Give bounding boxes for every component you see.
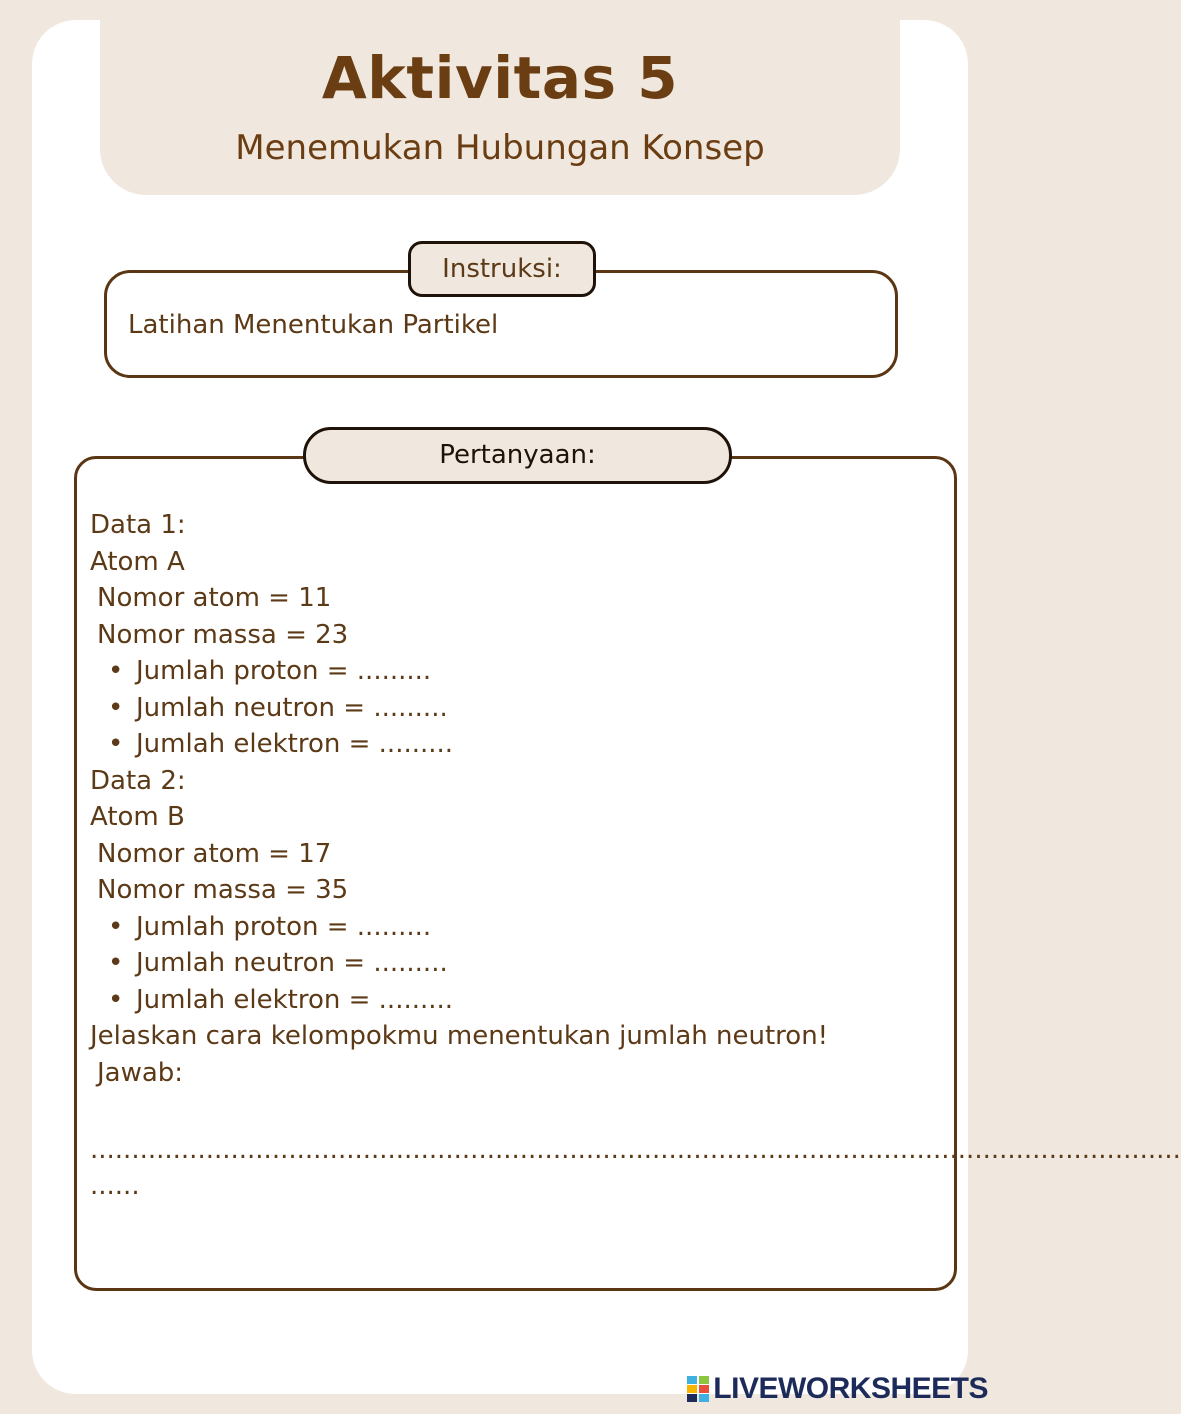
atom-a-neutron[interactable]: Jumlah neutron = .........: [136, 692, 448, 723]
list-item: [90, 945, 930, 982]
bullet-icon: •: [108, 656, 124, 686]
atom-a-proton[interactable]: Jumlah proton = .........: [136, 656, 432, 686]
answer-label: Jawab:: [97, 1057, 184, 1088]
atom-b-mass: Nomor massa = 35: [97, 875, 349, 905]
atom-a-label: Atom A: [90, 546, 185, 577]
list-item: [90, 653, 930, 690]
list-item: [90, 909, 930, 946]
atom-b-neutron[interactable]: Jumlah neutron = .........: [136, 948, 448, 978]
atom-a-number: Nomor atom = 11: [97, 583, 332, 613]
list-item: [90, 690, 930, 727]
bullet-icon: •: [108, 984, 124, 1015]
bullet-icon: •: [108, 729, 124, 759]
atom-a-electron[interactable]: Jumlah elektron = .........: [136, 729, 454, 759]
list-item: [90, 726, 930, 763]
atom-b-proton[interactable]: Jumlah proton = .........: [136, 911, 432, 942]
liveworksheets-logo-icon: [687, 1376, 709, 1402]
data1-label: Data 1:: [90, 510, 186, 540]
bullet-icon: •: [108, 911, 124, 942]
brand-text: LIVEWORKSHEETS: [713, 1372, 988, 1405]
question-label: Pertanyaan:: [303, 427, 732, 484]
atom-a-mass: Nomor massa = 23: [97, 619, 349, 650]
list-item: [90, 982, 930, 1019]
atom-b-label: Atom B: [90, 802, 185, 832]
bullet-icon: •: [108, 948, 124, 978]
atom-b-electron[interactable]: Jumlah elektron = .........: [136, 984, 454, 1015]
page-subtitle: Menemukan Hubungan Konsep: [235, 128, 765, 168]
instruction-label: Instruksi:: [408, 241, 596, 297]
atom-b-number: Nomor atom = 17: [97, 838, 332, 869]
question-content: [90, 507, 930, 1091]
bullet-icon: •: [108, 692, 124, 723]
instruction-text: Latihan Menentukan Partikel: [128, 310, 499, 340]
question-prompt: Jelaskan cara kelompokmu menentukan jumlah neutron!: [90, 1021, 829, 1051]
answer-line[interactable]: ....................................................................................................................................: [90, 1135, 1181, 1165]
page-title: Aktivitas 5: [321, 44, 679, 112]
answer-line-continuation[interactable]: ......: [90, 1171, 140, 1201]
liveworksheets-brand: [687, 1372, 988, 1406]
data2-label: Data 2:: [90, 765, 186, 796]
